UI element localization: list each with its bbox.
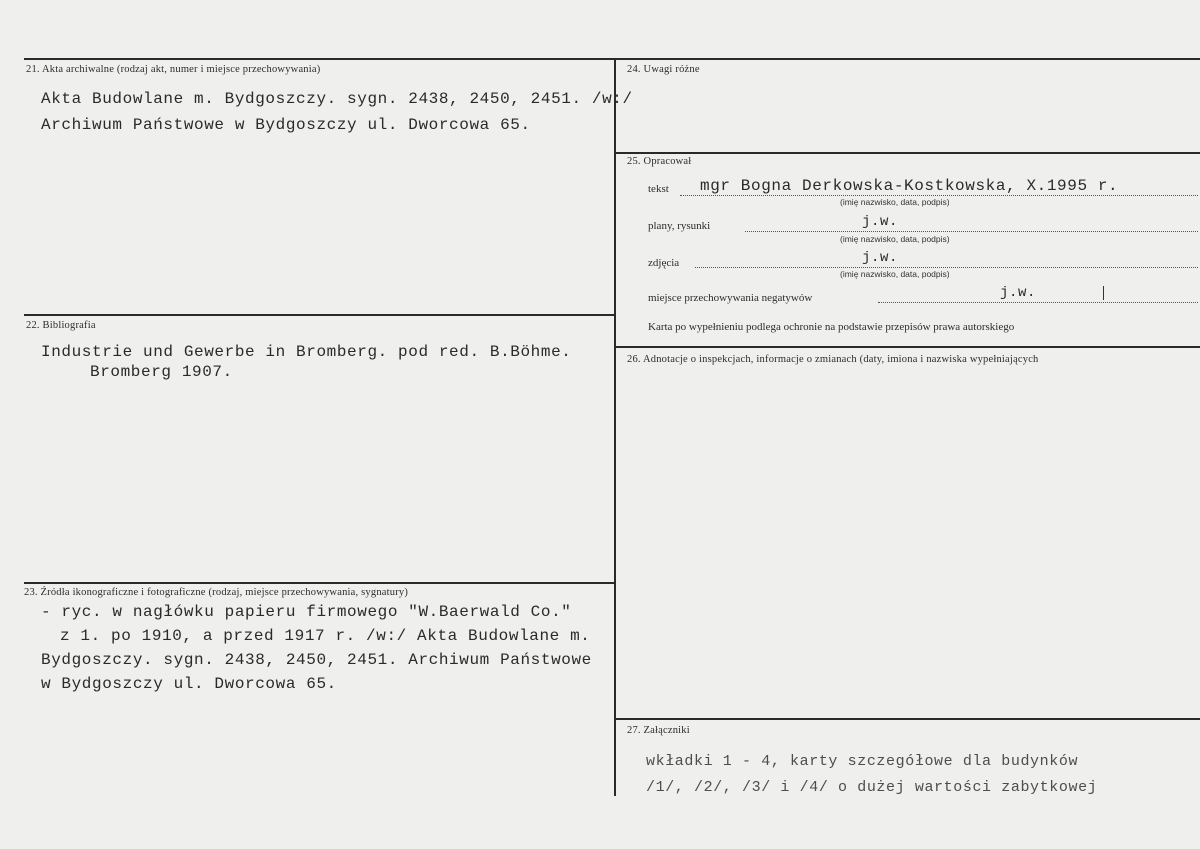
section-21-text-line-1: Akta Budowlane m. Bydgoszczy. sygn. 2438, 2450, 2451. /w:/ xyxy=(41,90,633,108)
section-23-text-line-3: Bydgoszczy. sygn. 2438, 2450, 2451. Archiwum Państwowe xyxy=(41,651,592,669)
zdjecia-value: j.w. xyxy=(862,250,899,266)
plany-caption: (imię nazwisko, data, podpis) xyxy=(840,234,950,244)
section-22-text-line-2: Bromberg 1907. xyxy=(90,363,233,381)
top-border xyxy=(24,58,1200,60)
section-23-text-line-2: z 1. po 1910, a przed 1917 r. /w:/ Akta Budowlane m. xyxy=(60,627,591,645)
section-27-text-line-2: /1/, /2/, /3/ i /4/ o dużej wartości zabytkowej xyxy=(646,779,1098,796)
tekst-label: tekst xyxy=(648,183,669,195)
column-divider xyxy=(614,58,616,796)
tekst-dotted-line xyxy=(680,195,1198,196)
negatywy-mark xyxy=(1103,286,1104,300)
negatywy-dotted-line xyxy=(878,302,1198,303)
zdjecia-label: zdjęcia xyxy=(648,257,680,269)
section-27-text-line-1: wkładki 1 - 4, karty szczegółowe dla budynków xyxy=(646,753,1079,770)
negatywy-value: j.w. xyxy=(1000,285,1037,301)
divider-25-26 xyxy=(614,346,1200,348)
zdjecia-caption: (imię nazwisko, data, podpis) xyxy=(840,269,950,279)
plany-label: plany, rysunki xyxy=(648,220,711,232)
divider-26-27 xyxy=(614,718,1200,720)
zdjecia-dotted-line xyxy=(695,267,1198,268)
plany-value: j.w. xyxy=(862,214,899,230)
copyright-note: Karta po wypełnieniu podlega ochronie na podstawie przepisów prawa autorskiego xyxy=(648,321,1015,333)
section-21-label: 21. Akta archiwalne (rodzaj akt, numer i miejsce przechowywania) xyxy=(26,64,321,75)
divider-21-22 xyxy=(24,314,616,316)
section-21-text-line-2: Archiwum Państwowe w Bydgoszczy ul. Dworcowa 65. xyxy=(41,116,531,134)
section-23-text-line-1: - ryc. w nagłówku papieru firmowego "W.Baerwald Co." xyxy=(41,603,572,621)
negatywy-label: miejsce przechowywania negatywów xyxy=(648,292,813,304)
section-22-text-line-1: Industrie und Gewerbe in Bromberg. pod red. B.Böhme. xyxy=(41,343,572,361)
section-22-label: 22. Bibliografia xyxy=(26,320,96,331)
plany-dotted-line xyxy=(745,231,1198,232)
divider-22-23 xyxy=(24,582,616,584)
section-26-label: 26. Adnotacje o inspekcjach, informacje o zmianach (daty, imiona i nazwiska wypełniających xyxy=(627,354,1039,365)
tekst-caption: (imię nazwisko, data, podpis) xyxy=(840,197,950,207)
section-27-label: 27. Załączniki xyxy=(627,725,690,736)
section-25-label: 25. Opracował xyxy=(627,156,692,167)
tekst-value: mgr Bogna Derkowska-Kostkowska, X.1995 r. xyxy=(700,177,1119,195)
section-23-label: 23. Źródła ikonograficzne i fotograficzne (rodzaj, miejsce przechowywania, sygnatury) xyxy=(24,587,409,598)
section-24-label: 24. Uwagi różne xyxy=(627,64,700,75)
section-23-text-line-4: w Bydgoszczy ul. Dworcowa 65. xyxy=(41,675,337,693)
divider-24-25 xyxy=(614,152,1200,154)
